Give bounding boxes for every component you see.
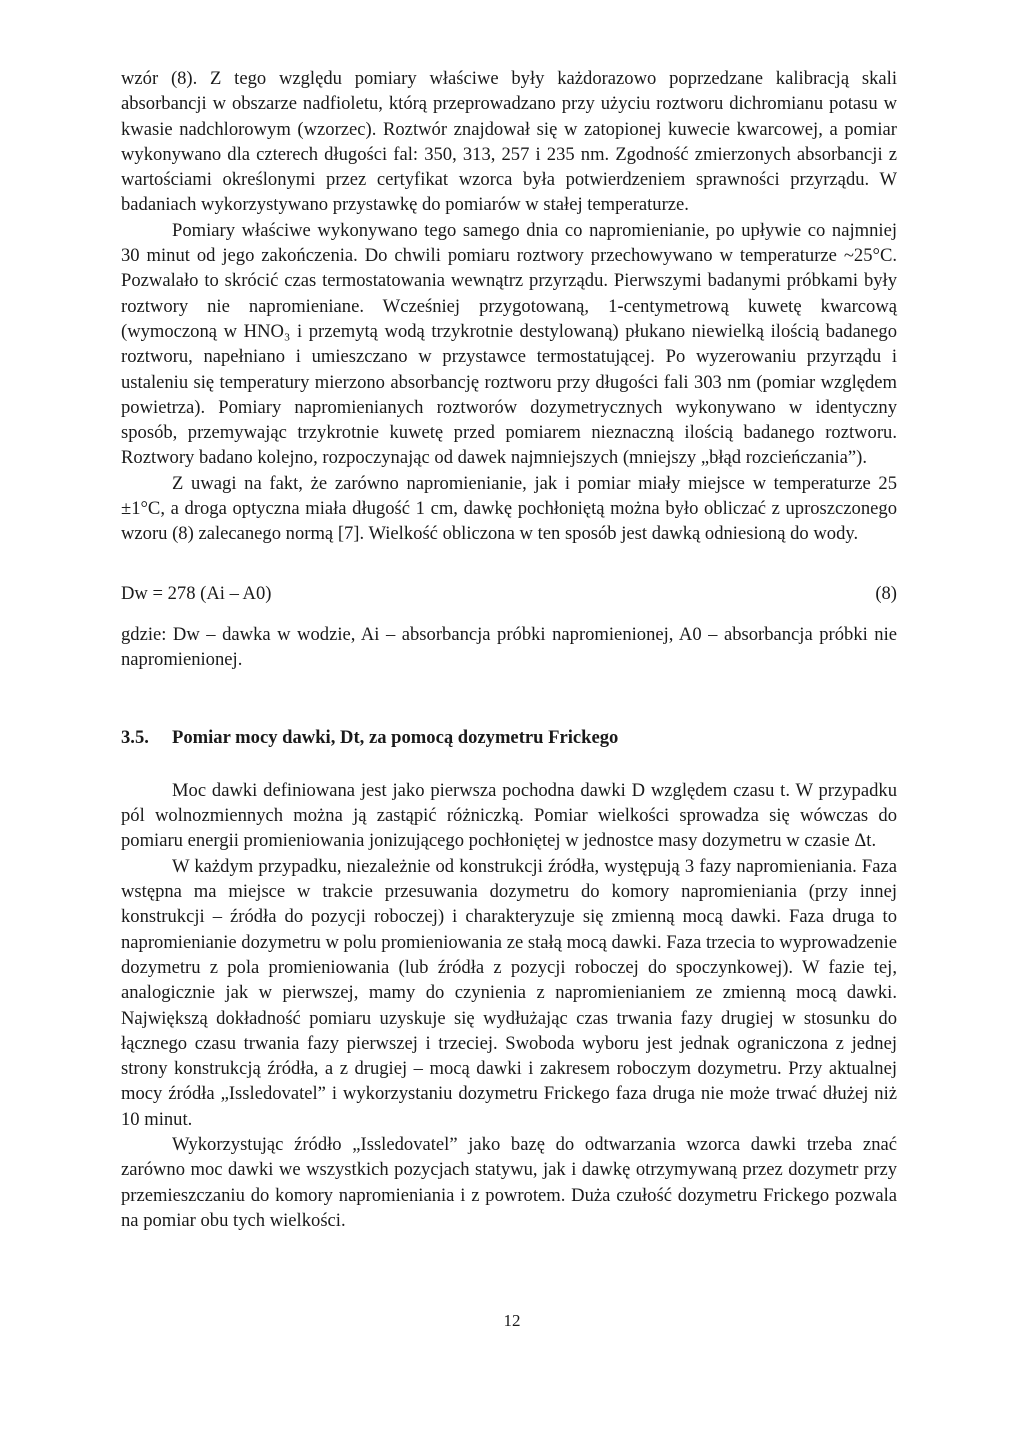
formula-legend: gdzie: Dw – dawka w wodzie, Ai – absorbancja próbki napromienionej, A0 – absorbancja próbki nie napromienionej. — [121, 623, 897, 671]
paragraph-calibration: wzór (8). Z tego względu pomiary właściwe były każdorazowo poprzedzane kalibracją skali absorbancji w obszarze nadfioletu, którą przeprowadzano przy użyciu roztworu dichromianu potasu w kwasie nadchlorowym (wzorzec). Roztwór znajdował się w zatopionej kuwecie kwarcowej, a pomiar wykonywano dla czterech długości fal: 350, 313, 257 i 235 nm. Zgodność zmierzonych absorbancji z wartościami określonymi przez certyfikat wzorca była potwierdzeniem sprawności przyrządu. W badaniach wykorzystywano przystawkę do pomiarów w stałej temperaturze. — [121, 68, 897, 216]
paragraph-source-standard: Wykorzystując źródło „Issledovatel” jako bazę do odtwarzania wzorca dawki trzeba znać zarówno moc dawki we wszystkich pozycjach statywu, jak i dawkę otrzymywaną przez dozymetr przy przemieszczaniu do komory napromieniania i z powrotem. Duża czułość dozymetru Frickego pozwala na pomiar obu tych wielkości. — [121, 1133, 897, 1231]
page-number: 12 — [503, 1311, 521, 1330]
section-number: 3.5. — [121, 726, 149, 748]
section-heading — [121, 725, 897, 750]
formula-row — [121, 581, 897, 606]
document-page — [121, 66, 897, 1233]
paragraph-dose-rate-definition: Moc dawki definiowana jest jako pierwsza pochodna dawki D względem czasu t. W przypadku pól wolnozmiennych można ją zastąpić różniczką. Pomiar wielkości sprowadza się wówczas do pomiaru energii promieniowania jonizującego pochłoniętej w jednostce masy dozymetru w czasie Δt. — [121, 779, 897, 852]
formula-expression: Dw = 278 (Ai – A0) — [121, 582, 272, 604]
section-body — [121, 778, 897, 1233]
section-title: Pomiar mocy dawki, Dt, za pomocą dozymetru Frickego — [172, 726, 619, 748]
paragraph-temperature: Z uwagi na fakt, że zarówno napromienianie, jak i pomiar miały miejsce w temperaturze 25 ±1°C, a droga optyczna miała długość 1 cm, dawkę pochłoniętą można było obliczać z uproszczonego wzoru (8) zalecanego normą [7]. Wielkość obliczona w ten sposób jest dawką odniesioną do wody. — [121, 472, 897, 545]
formula-number: (8) — [875, 582, 897, 604]
paragraph-measurement: Pomiary właściwe wykonywano tego samego dnia co napromienianie, po upływie co najmniej 30 minut od jego zakończenia. Do chwili pomiaru roztwory przechowywano w temperaturze ~25°C. Pozwalało to skrócić czas termostatowania wewnątrz przyrządu. Pierwszymi badanymi próbkami były roztwory nie napromieniane. Wcześniej przygotowaną, 1-centymetrową kuwetę kwarcową (wymoczoną w HNO₃ i przemytą wodą trzykrotnie destylowaną) płukano niewielką ilością badanego roztworu, napełniano i umieszczano w przystawce termostatującej. Po wyzerowaniu przyrządu i ustaleniu się temperatury mierzono absorbancję roztworu przy długości fali 303 nm (pomiar względem powietrza). Pomiary napromienianych roztworów dozymetrycznych wykonywano w identyczny sposób, przemywając trzykrotnie kuwetę przed pomiarem nieznaczną ilością badanego roztworu. Roztwory badano kolejno, rozpoczynając od dawek najmniejszych (mniejszy „błąd rozcieńczania”). — [121, 219, 897, 469]
paragraph-irradiation-phases: W każdym przypadku, niezależnie od konstrukcji źródła, występują 3 fazy napromieniania. Faza wstępna ma miejsce w trakcie przesuwania dozymetru do komory napromieniania (przy innej konstrukcji – źródła do pozycji roboczej) i charakteryzuje się zmienną mocą dawki. Faza druga to napromienianie dozymetru w polu promieniowania ze stałą mocą dawki. Faza trzecia to wyprowadzenie dozymetru z pola promieniowania (lub źródła z pozycji roboczej do spoczynkowej). W fazie tej, analogicznie jak w pierwszej, mamy do czynienia z napromienianiem ze zmienną mocą dawki. Największą dokładność pomiaru uzyskuje się wydłużając czas trwania fazy drugiej w stosunku do łącznego czasu trwania fazy pierwszej i trzeciej. Swoboda wyboru jest jednak ograniczona z jednej strony konstrukcją źródła, a z drugiej – mocą dawki i zakresem roboczym dozymetru. Przy aktualnej mocy źródła „Issledovatel” i wykorzystaniu dozymetru Frickego faza druga nie może trwać dłużej niż 10 minut. — [121, 855, 897, 1130]
